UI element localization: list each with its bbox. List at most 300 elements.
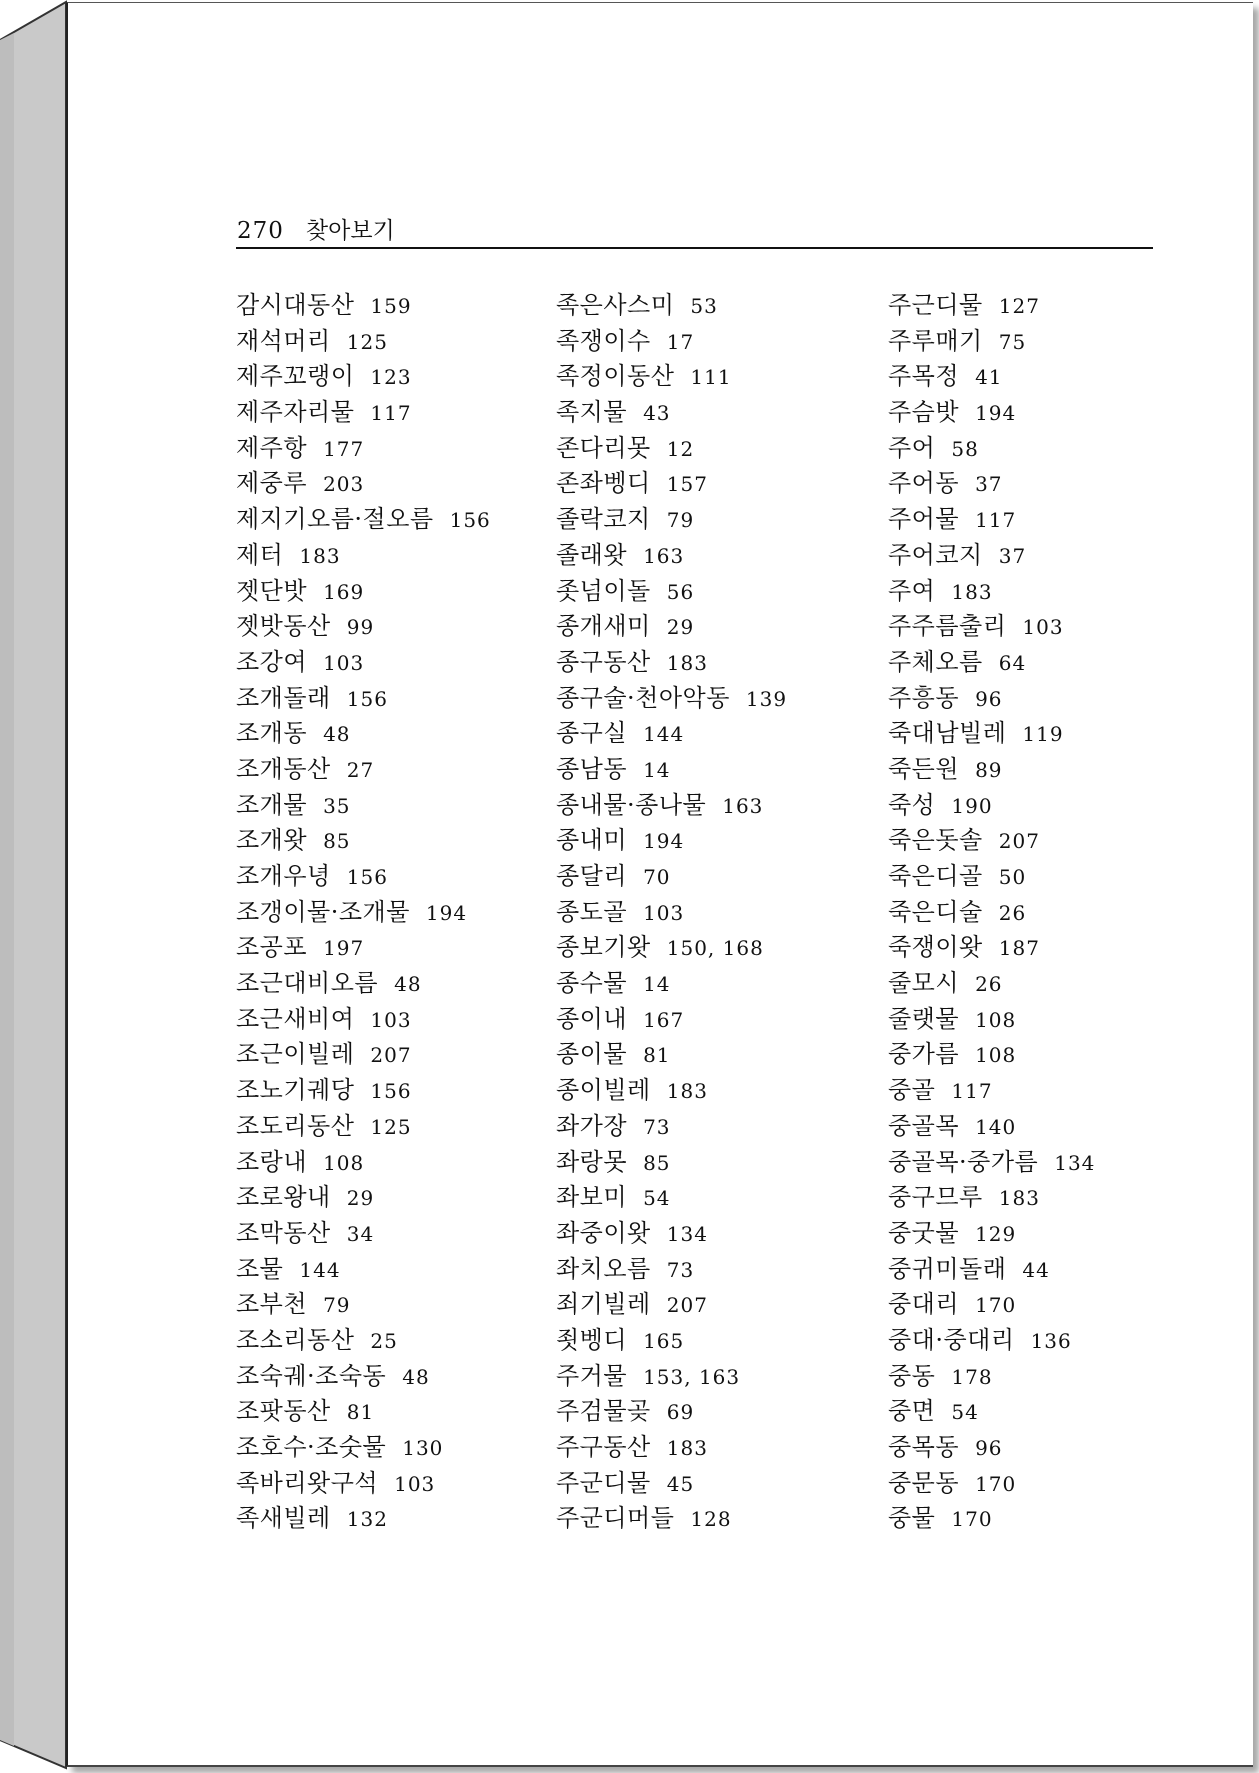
index-term: 줄모시: [888, 969, 960, 998]
index-term: 족은사스미: [556, 291, 675, 319]
index-page-ref: 165: [643, 1328, 685, 1353]
index-entry: [236, 358, 491, 394]
index-term: 죽은디골: [888, 862, 983, 890]
index-entry: [888, 1144, 1095, 1180]
index-page-ref: 177: [323, 436, 365, 461]
index-entry: [236, 1036, 491, 1072]
index-entry: [236, 1179, 491, 1215]
index-term: 조막동산: [236, 1218, 331, 1247]
index-term: 주어: [888, 433, 936, 462]
index-page-ref: 169: [323, 579, 365, 604]
index-term: 주어물: [888, 505, 960, 534]
index-term: 주어코지: [888, 540, 983, 569]
index-entry: [556, 929, 787, 965]
index-page-ref: 207: [998, 829, 1040, 854]
index-entry: [556, 323, 787, 359]
index-term: 죽은돗솔: [888, 826, 983, 855]
index-page-ref: 125: [370, 1114, 412, 1139]
index-page-ref: 140: [975, 1114, 1017, 1139]
index-entry: [556, 1500, 787, 1536]
index-entry: [556, 715, 787, 751]
index-term: 중굿물: [888, 1218, 960, 1247]
index-page-ref: 183: [666, 1436, 708, 1460]
index-term: 좌가장: [556, 1111, 628, 1140]
index-entry: [236, 894, 491, 930]
index-term: 중귀미돌래: [888, 1254, 1007, 1283]
index-term: 종수물: [556, 969, 628, 998]
index-term: 좌보미: [556, 1183, 628, 1212]
index-page-ref: 64: [998, 650, 1027, 675]
index-term: 젯밧동산: [236, 612, 331, 641]
index-page-ref: 170: [975, 1471, 1017, 1496]
index-page-ref: 183: [666, 650, 708, 675]
index-entry: [888, 894, 1095, 930]
index-page-ref: 89: [975, 757, 1003, 782]
index-term: 주흥동: [888, 683, 960, 712]
index-page-ref: 50: [998, 865, 1027, 889]
index-page-ref: 79: [666, 508, 695, 533]
index-page-ref: 14: [643, 757, 671, 782]
index-term: 족지물: [556, 398, 628, 427]
index-entry: [888, 1465, 1095, 1501]
index-page-ref: 130: [402, 1436, 444, 1460]
index-entry: [556, 287, 787, 323]
index-term: 종구동산: [556, 647, 651, 676]
index-term: 좌중이왓: [556, 1218, 651, 1247]
index-entry: [236, 644, 491, 680]
index-term: 종이내: [556, 1004, 628, 1033]
index-term: 제지기오름·절오름: [236, 505, 434, 534]
index-page-ref: 134: [666, 1221, 708, 1246]
index-entry: [556, 1108, 787, 1144]
index-entry: [236, 751, 491, 787]
index-entry: [888, 430, 1095, 466]
index-entry: [556, 501, 787, 537]
index-page-ref: 159: [370, 294, 412, 318]
index-term: 조호수·조숫물: [236, 1433, 387, 1461]
index-page-ref: 111: [690, 365, 732, 390]
index-page-ref: 108: [975, 1007, 1017, 1032]
index-page-ref: 163: [643, 543, 685, 568]
index-term: 조근대비오름: [236, 969, 379, 998]
index-page-ref: 96: [975, 686, 1003, 711]
index-page-ref: 34: [346, 1221, 375, 1246]
index-page-ref: 183: [951, 579, 993, 604]
index-page-ref: 156: [346, 865, 388, 889]
index-term: 조갱이물·조개물: [236, 897, 410, 926]
index-term: 주군디머들: [556, 1504, 675, 1533]
index-entry: [888, 965, 1095, 1001]
index-term: 제주꼬랭이: [236, 362, 355, 391]
index-term: 종이빌레: [556, 1076, 651, 1105]
index-page-ref: 103: [323, 650, 365, 675]
index-entry: [888, 537, 1095, 573]
index-entry: [888, 929, 1095, 965]
index-term: 제주항: [236, 433, 308, 462]
index-entry: [236, 715, 491, 751]
index-entry: [556, 1322, 787, 1358]
index-page-ref: 45: [666, 1471, 695, 1496]
index-term: 주검물곶: [556, 1397, 651, 1426]
index-term: 죽대남빌레: [888, 719, 1007, 748]
index-entry: [556, 430, 787, 466]
index-entry: [236, 787, 491, 823]
index-entry: [236, 323, 491, 359]
index-entry: [556, 1072, 787, 1108]
index-term: 죽쟁이왓: [888, 933, 983, 962]
index-page-ref: 75: [998, 329, 1027, 354]
index-term: 주근디물: [888, 291, 983, 319]
index-entry: [556, 1393, 787, 1429]
index-term: 종내미: [556, 826, 628, 855]
index-page-ref: 183: [299, 543, 341, 568]
index-term: 조개왓: [236, 826, 308, 855]
index-page-ref: 117: [951, 1079, 993, 1104]
index-page-ref: 123: [370, 365, 412, 390]
index-page-ref: 48: [323, 722, 351, 747]
index-term: 주루매기: [888, 326, 983, 355]
index-entry: [236, 394, 491, 430]
index-page-ref: 103: [1022, 615, 1064, 640]
index-entry: [236, 1001, 491, 1037]
index-entry: [556, 1358, 787, 1394]
index-term: 조로왕내: [236, 1183, 331, 1212]
index-entry: [888, 1393, 1095, 1429]
index-page-ref: 17: [666, 329, 695, 354]
index-entry: [888, 680, 1095, 716]
index-page-ref: 170: [975, 1293, 1017, 1318]
index-term: 조개우녕: [236, 862, 331, 890]
index-page-ref: 81: [346, 1400, 375, 1425]
index-term: 조근새비여: [236, 1004, 355, 1033]
index-page-ref: 117: [975, 508, 1017, 533]
index-term: 제중루: [236, 469, 308, 498]
index-entry: [236, 501, 491, 537]
index-page-ref: 58: [951, 436, 979, 461]
index-term: 중골목: [888, 1111, 960, 1140]
index-term: 주체오름: [888, 647, 983, 676]
index-entry: [236, 1108, 491, 1144]
index-term: 중물: [888, 1504, 936, 1533]
index-entry: [888, 787, 1095, 823]
index-entry: [888, 1072, 1095, 1108]
index-page-ref: 85: [643, 1150, 671, 1175]
index-term: 중동: [888, 1361, 936, 1390]
index-term: 종내물·종나물: [556, 790, 707, 819]
index-page-ref: 170: [951, 1507, 993, 1532]
index-term: 죽성: [888, 790, 936, 819]
index-page-ref: 44: [1022, 1257, 1050, 1282]
index-term: 조개동: [236, 719, 308, 748]
index-term: 재석머리: [236, 326, 331, 355]
index-entry: [888, 1108, 1095, 1144]
index-entry: [236, 1322, 491, 1358]
index-entry: [236, 965, 491, 1001]
index-page-ref: 128: [690, 1507, 732, 1532]
index-page-ref: 108: [323, 1150, 365, 1175]
index-page-ref: 37: [998, 543, 1027, 568]
index-page-ref: 54: [643, 1186, 671, 1211]
index-page-ref: 103: [394, 1471, 436, 1496]
index-term: 제주자리물: [236, 398, 355, 427]
index-page-ref: 190: [951, 793, 993, 818]
index-column-2: [556, 287, 787, 1536]
index-entry: [888, 1429, 1095, 1465]
index-term: 종구실: [556, 719, 628, 748]
index-entry: [236, 1144, 491, 1180]
index-page-ref: 27: [346, 757, 375, 782]
index-entry: [888, 644, 1095, 680]
index-entry: [236, 1465, 491, 1501]
index-entry: [556, 751, 787, 787]
index-entry: [888, 501, 1095, 537]
index-term: 조근이빌레: [236, 1040, 355, 1069]
index-entry: [888, 715, 1095, 751]
index-page-ref: 119: [1022, 722, 1064, 747]
index-term: 중골목·중가름: [888, 1147, 1039, 1176]
index-entry: [556, 1144, 787, 1180]
index-entry: [556, 1215, 787, 1251]
index-term: 졸락코지: [556, 505, 651, 534]
index-entry: [556, 1251, 787, 1287]
index-page-ref: 79: [323, 1293, 351, 1318]
index-page-ref: 203: [323, 472, 365, 497]
index-entry: [888, 1286, 1095, 1322]
index-entry: [556, 644, 787, 680]
index-page-ref: 156: [449, 508, 491, 533]
index-entry: [236, 537, 491, 573]
index-page-ref: 127: [998, 294, 1040, 318]
index-page-ref: 54: [951, 1400, 979, 1425]
index-entry: [556, 537, 787, 573]
index-page-ref: 134: [1054, 1150, 1096, 1175]
index-entry: [888, 465, 1095, 501]
index-page-ref: 167: [643, 1007, 685, 1032]
index-term: 좌랑못: [556, 1147, 628, 1176]
index-entry: [236, 1215, 491, 1251]
index-term: 주슴밧: [888, 398, 960, 427]
index-term: 종이물: [556, 1040, 628, 1069]
index-page-ref: 125: [346, 329, 388, 354]
index-page-ref: 43: [643, 401, 671, 426]
index-entry: [236, 1500, 491, 1536]
index-page-ref: 194: [975, 401, 1017, 426]
index-term: 조공포: [236, 933, 308, 962]
index-entry: [236, 822, 491, 858]
index-page-ref: 85: [323, 829, 351, 854]
index-entry: [556, 680, 787, 716]
index-term: 좌치오름: [556, 1254, 651, 1283]
index-term: 조랑내: [236, 1147, 308, 1176]
index-entry: [556, 858, 787, 894]
index-entry: [236, 1393, 491, 1429]
index-term: 조숙궤·조숙동: [236, 1361, 387, 1390]
index-entry: [556, 1179, 787, 1215]
index-entry: [888, 1036, 1095, 1072]
index-page-ref: 25: [370, 1328, 398, 1353]
index-entry: [888, 1358, 1095, 1394]
index-page-ref: 81: [643, 1043, 671, 1068]
index-term: 중문동: [888, 1468, 960, 1497]
index-entry: [888, 287, 1095, 323]
index-page-ref: 207: [370, 1043, 412, 1068]
index-page-ref: 156: [346, 686, 388, 711]
index-term: 조도리동산: [236, 1111, 355, 1140]
index-term: 좃넘이돌: [556, 576, 651, 605]
index-page-ref: 69: [666, 1400, 695, 1425]
index-term: 중면: [888, 1397, 936, 1426]
index-entry: [236, 1429, 491, 1465]
index-page-ref: 163: [722, 793, 764, 818]
index-entry: [236, 680, 491, 716]
index-page-ref: 157: [666, 472, 708, 497]
index-term: 주여: [888, 576, 936, 605]
index-page-ref: 41: [975, 365, 1003, 390]
index-entry: [556, 1465, 787, 1501]
index-page-ref: 144: [643, 722, 685, 747]
index-page-ref: 48: [394, 972, 422, 997]
index-page-ref: 53: [690, 294, 718, 318]
index-term: 졸래왓: [556, 540, 628, 569]
index-entry: [236, 929, 491, 965]
index-entry: [556, 822, 787, 858]
index-column-1: [236, 287, 491, 1536]
index-page-ref: 150, 168: [666, 936, 764, 961]
index-entry: [236, 1072, 491, 1108]
index-page-ref: 132: [346, 1507, 388, 1532]
page-title: 찾아보기: [305, 218, 395, 244]
index-entry: [888, 608, 1095, 644]
index-page-ref: 12: [666, 436, 695, 461]
index-term: 족바리왓구석: [236, 1468, 379, 1497]
index-entry: [236, 430, 491, 466]
index-term: 조팟동산: [236, 1397, 331, 1426]
index-page-ref: 73: [666, 1257, 695, 1282]
index-term: 족정이동산: [556, 362, 675, 391]
index-entry: [236, 1286, 491, 1322]
index-page-ref: 207: [666, 1293, 708, 1318]
page-number: 270: [237, 218, 284, 244]
index-term: 주구동산: [556, 1433, 651, 1461]
index-term: 죄기빌레: [556, 1290, 651, 1319]
index-page-ref: 197: [323, 936, 365, 961]
index-page-ref: 187: [998, 936, 1040, 961]
index-entry: [556, 1286, 787, 1322]
index-page-ref: 99: [346, 615, 375, 640]
index-page-ref: 103: [643, 900, 685, 925]
index-entry: [236, 1251, 491, 1287]
index-page-ref: 129: [975, 1221, 1017, 1246]
index-page-ref: 144: [299, 1257, 341, 1282]
index-term: 중가름: [888, 1040, 960, 1069]
index-entry: [888, 1500, 1095, 1536]
index-entry: [888, 751, 1095, 787]
index-entry: [888, 1322, 1095, 1358]
index-entry: [888, 1251, 1095, 1287]
index-term: 종구술·천아악동: [556, 683, 730, 712]
index-term: 조노기궤당: [236, 1076, 355, 1105]
index-term: 죽든원: [888, 754, 960, 783]
book-spine-edge: [0, 0, 70, 1773]
index-entry: [556, 787, 787, 823]
index-entry: [556, 608, 787, 644]
index-entry: [556, 1036, 787, 1072]
index-term: 조물: [236, 1254, 284, 1283]
index-term: 주군디물: [556, 1468, 651, 1497]
index-term: 존다리못: [556, 433, 651, 462]
index-page-ref: 26: [998, 900, 1027, 925]
index-page-ref: 29: [346, 1186, 375, 1211]
index-page-ref: 70: [643, 865, 671, 889]
index-entry: [888, 573, 1095, 609]
index-page-ref: 194: [643, 829, 685, 854]
index-term: 종개새미: [556, 612, 651, 641]
index-entry: [888, 822, 1095, 858]
index-page-ref: 108: [975, 1043, 1017, 1068]
index-page-ref: 14: [643, 972, 671, 997]
index-term: 존좌벵디: [556, 469, 651, 498]
index-term: 중골: [888, 1076, 936, 1105]
index-term: 종보기왓: [556, 933, 651, 962]
index-page-ref: 183: [666, 1079, 708, 1104]
index-term: 조부천: [236, 1290, 308, 1319]
index-page-ref: 139: [745, 686, 788, 711]
index-entry: [236, 573, 491, 609]
index-page-ref: 183: [998, 1186, 1040, 1211]
index-term: 젯단밧: [236, 576, 308, 605]
index-page-ref: 96: [975, 1436, 1003, 1460]
index-entry: [236, 608, 491, 644]
index-term: 주목정: [888, 362, 960, 391]
index-page-ref: 103: [370, 1007, 412, 1032]
index-entry: [888, 358, 1095, 394]
index-term: 조개동산: [236, 754, 331, 783]
index-term: 족새빌레: [236, 1504, 331, 1533]
index-term: 종남동: [556, 754, 628, 783]
index-term: 중대·중대리: [888, 1325, 1015, 1354]
index-page-ref: 35: [323, 793, 351, 818]
index-term: 감시대동산: [236, 291, 355, 319]
index-entry: [556, 394, 787, 430]
index-page-ref: 156: [370, 1079, 412, 1104]
index-term: 조개돌래: [236, 683, 331, 712]
index-page-ref: 194: [425, 900, 468, 925]
index-term: 주주름출리: [888, 612, 1007, 641]
index-entry: [888, 394, 1095, 430]
index-page-ref: 117: [370, 401, 412, 426]
running-header: [237, 212, 395, 245]
index-entry: [888, 1179, 1095, 1215]
index-term: 줄랫물: [888, 1004, 960, 1033]
index-term: 주어동: [888, 469, 960, 498]
header-rule: [236, 247, 1153, 249]
index-term: 종도골: [556, 897, 628, 926]
index-page-ref: 136: [1030, 1328, 1072, 1353]
index-entry: [888, 1215, 1095, 1251]
index-entry: [888, 1001, 1095, 1037]
index-entry: [888, 323, 1095, 359]
index-entry: [556, 465, 787, 501]
index-entry: [236, 287, 491, 323]
index-term: 주거물: [556, 1361, 628, 1390]
index-term: 제터: [236, 540, 284, 569]
index-page-ref: 48: [402, 1364, 430, 1389]
index-entry: [888, 858, 1095, 894]
index-page-ref: 26: [975, 972, 1003, 997]
index-entry: [556, 1001, 787, 1037]
index-page-ref: 73: [643, 1114, 671, 1139]
index-entry: [236, 1358, 491, 1394]
